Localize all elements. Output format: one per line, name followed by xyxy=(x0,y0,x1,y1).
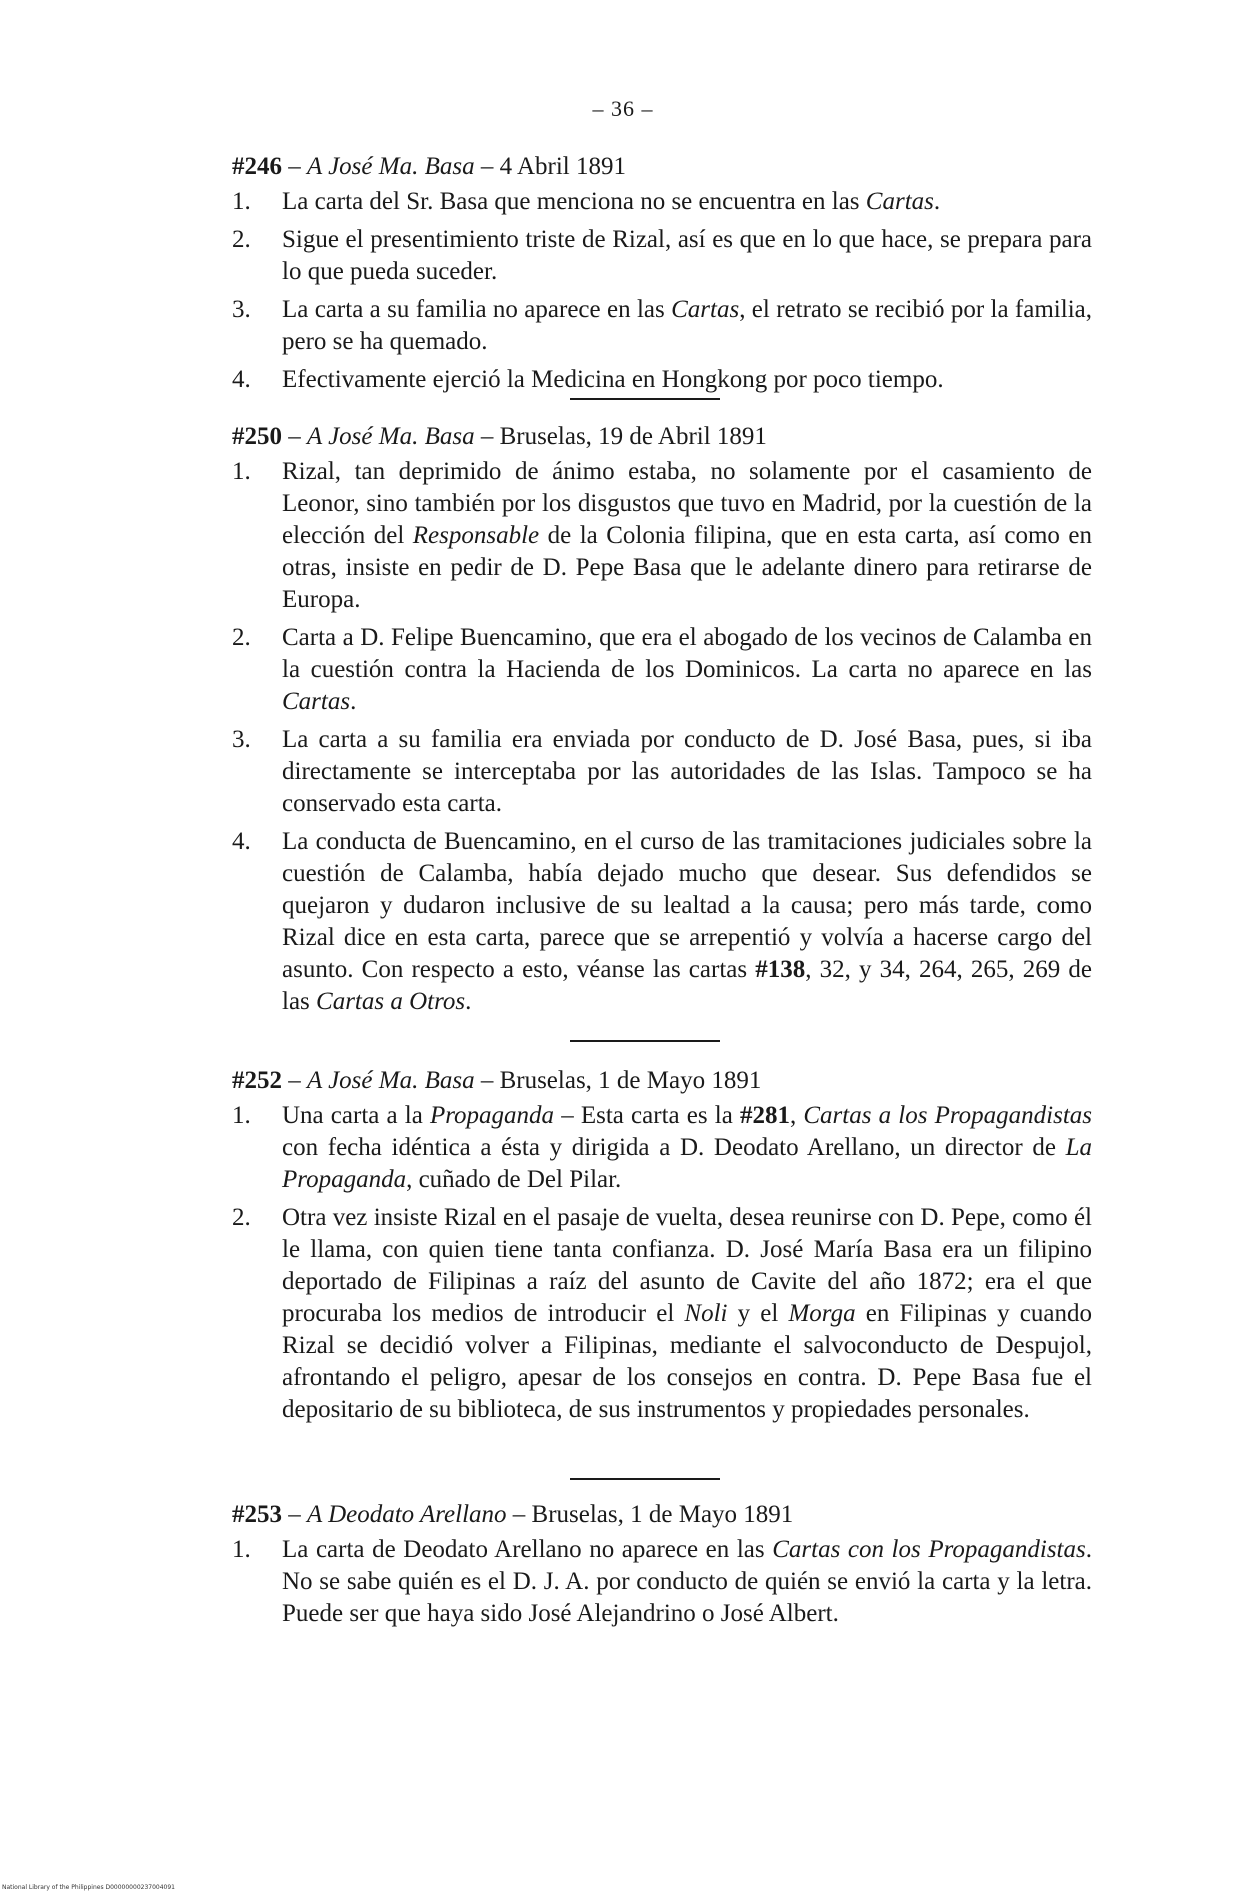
note-text: en Filipinas y cuando Rizal se decidió volver a Filipinas, mediante el salvoconducto de Despujol, afrontando el peligro, apesar de los consejos en contra. D. Pepe Basa fue el depositario de su biblioteca, de sus instrumentos y propiedades personales. xyxy=(282,1300,1092,1423)
letter-number: #246 xyxy=(232,153,282,180)
heading-dash: – xyxy=(282,1067,307,1094)
note-text: Cartas con los Propagandistas xyxy=(772,1536,1086,1563)
note-item xyxy=(232,364,1092,396)
note-text: #281 xyxy=(739,1102,790,1129)
note-text: Cartas xyxy=(865,188,934,215)
note-item xyxy=(232,186,1092,218)
note-text: Morga xyxy=(788,1300,856,1327)
note-text: , xyxy=(789,1102,804,1129)
letter-recipient: A José Ma. Basa xyxy=(307,423,475,450)
note-item xyxy=(232,1202,1092,1426)
note-text: de la Colonia filipina, que en esta carta, así como en otras, insiste en pedir de D. Pepe Basa que le adelante dinero para retirarse de Europa. xyxy=(282,522,1092,613)
letter-place-date: – Bruselas, 1 de Mayo 1891 xyxy=(474,1067,762,1094)
letter-entry xyxy=(232,1498,1092,1636)
note-number: 3. xyxy=(232,296,251,323)
scan-footer: National Library of the Philippines D00000000237004091 xyxy=(2,1884,175,1891)
letter-place-date: – 4 Abril 1891 xyxy=(474,153,626,180)
note-text: La conducta de Buencamino, en el curso de las tramitaciones judiciales sobre la cuestión de Calamba, había dejado mucho que desear. Sus defendidos se quejaron y dudaron inclusive de su lealtad a la causa; pero más tarde, como Rizal dice en esta carta, parece que se arrepentió y volvía a hacerse cargo del asunto. Con respecto a esto, véanse las cartas xyxy=(282,828,1092,983)
note-number: 2. xyxy=(232,226,251,253)
letter-heading xyxy=(232,420,1092,454)
note-item xyxy=(232,622,1092,718)
note-number: 1. xyxy=(232,188,251,215)
note-text: Efectivamente ejerció la Medicina en Hongkong por poco tiempo. xyxy=(282,366,944,393)
note-text: Cartas a Otros xyxy=(316,988,466,1015)
note-text: Cartas xyxy=(671,296,740,323)
note-text: La carta a su familia era enviada por conducto de D. José Basa, pues, si iba directamente se interceptaba por las autoridades de las Islas. Tampoco se ha conservado esta carta. xyxy=(282,726,1092,817)
note-text: , el retrato se recibió por la familia, pero se ha quemado. xyxy=(282,296,1092,355)
letter-place-date: – Bruselas, 1 de Mayo 1891 xyxy=(506,1501,794,1528)
note-text: Rizal, tan deprimido de ánimo estaba, no solamente por el casamiento de Leonor, sino también por los disgustos que tuvo en Madrid, por la cuestión de la elección del xyxy=(282,458,1092,549)
note-list xyxy=(232,456,1092,1018)
note-number: 1. xyxy=(232,1536,251,1563)
note-text: – Esta carta es la xyxy=(554,1102,740,1129)
note-text: Carta a D. Felipe Buencamino, que era el abogado de los vecinos de Calamba en la cuestión contra la Hacienda de los Dominicos. La carta no aparece en las xyxy=(282,624,1092,683)
note-number: 2. xyxy=(232,1204,251,1231)
note-list xyxy=(232,1534,1092,1630)
note-text: Otra vez insiste Rizal en el pasaje de vuelta, desea reunirse con D. Pepe, como él le llama, con quien tiene tanta confianza. D. José María Basa era un filipino deportado de Filipinas a raíz del asunto de Cavite del año 1872; era el que procuraba los medios de introducir el xyxy=(282,1204,1092,1327)
letter-number: #250 xyxy=(232,423,282,450)
page-number: – 36 – xyxy=(592,96,654,121)
note-text: Cartas xyxy=(282,688,351,715)
note-text: #138 xyxy=(755,956,806,983)
letter-heading xyxy=(232,1498,1092,1532)
letter-heading xyxy=(232,1064,1092,1098)
note-number: 1. xyxy=(232,1102,251,1129)
heading-dash: – xyxy=(282,1501,307,1528)
note-text: , 32, y 34, 264, 265, 269 de las xyxy=(282,956,1092,1015)
section-divider xyxy=(570,398,720,400)
note-item xyxy=(232,826,1092,1018)
note-list xyxy=(232,1100,1092,1426)
note-list xyxy=(232,186,1092,396)
note-text: y el xyxy=(727,1300,789,1327)
letter-recipient: A Deodato Arellano xyxy=(307,1501,507,1528)
note-text: La carta de Deodato Arellano no aparece en las xyxy=(282,1536,773,1563)
note-item xyxy=(232,724,1092,820)
letter-entry xyxy=(232,150,1092,402)
letter-number: #253 xyxy=(232,1501,282,1528)
note-text: . xyxy=(350,688,357,715)
letter-heading xyxy=(232,150,1092,184)
note-text: La Propaganda xyxy=(282,1134,1092,1193)
heading-dash: – xyxy=(282,153,307,180)
note-text: . No se sabe quién es el D. J. A. por conducto de quién se envió la carta y la letra. Puede ser que haya sido José Alejandrino o José Albert. xyxy=(282,1536,1092,1627)
note-text: Una carta a la xyxy=(282,1102,430,1129)
letter-recipient: A José Ma. Basa xyxy=(307,1067,475,1094)
letter-entry xyxy=(232,420,1092,1024)
note-text: Noli xyxy=(684,1300,728,1327)
note-text: . xyxy=(933,188,941,215)
note-text: Cartas a los Propagandistas xyxy=(803,1102,1092,1129)
note-item xyxy=(232,1100,1092,1196)
note-number: 1. xyxy=(232,458,251,485)
letter-recipient: A José Ma. Basa xyxy=(307,153,475,180)
note-item xyxy=(232,456,1092,616)
note-text: con fecha idéntica a ésta y dirigida a D. Deodato Arellano, un director de xyxy=(282,1134,1066,1161)
note-text: . xyxy=(465,988,472,1015)
note-item xyxy=(232,1534,1092,1630)
letter-place-date: – Bruselas, 19 de Abril 1891 xyxy=(474,423,767,450)
note-item xyxy=(232,294,1092,358)
letter-number: #252 xyxy=(232,1067,282,1094)
note-text: Sigue el presentimiento triste de Rizal, así es que en lo que hace, se prepara para lo que pueda suceder. xyxy=(282,226,1092,285)
note-text: Responsable xyxy=(412,522,540,549)
section-divider xyxy=(570,1478,720,1480)
note-number: 3. xyxy=(232,726,251,753)
note-number: 4. xyxy=(232,828,251,855)
note-text: , cuñado de Del Pilar. xyxy=(406,1166,622,1193)
heading-dash: – xyxy=(282,423,307,450)
section-divider xyxy=(570,1040,720,1042)
letter-entry xyxy=(232,1064,1092,1432)
note-item xyxy=(232,224,1092,288)
note-number: 4. xyxy=(232,366,251,393)
note-text: La carta del Sr. Basa que menciona no se encuentra en las xyxy=(282,188,866,215)
note-number: 2. xyxy=(232,624,251,651)
note-text: La carta a su familia no aparece en las xyxy=(282,296,672,323)
note-text: Propaganda xyxy=(429,1102,555,1129)
